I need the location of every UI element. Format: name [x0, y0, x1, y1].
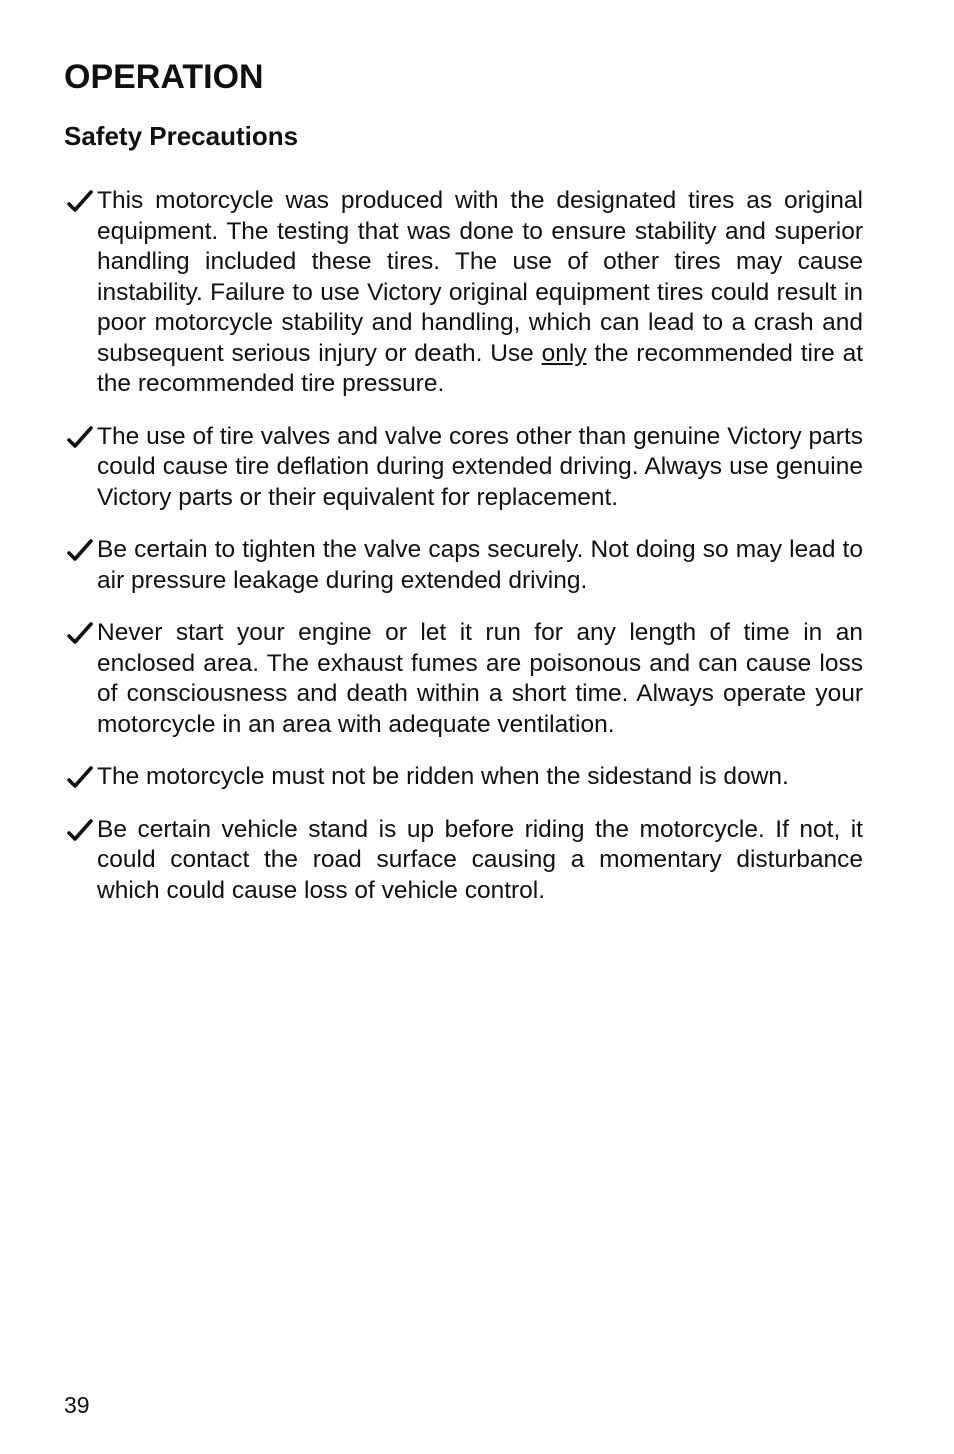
check-icon: [66, 189, 94, 215]
bullet-text: This motorcycle was produced with the designated tires as original equipment. The testing that was done to ensure stability and superior handling included these tires. The use of other tires may cause instability. Failure to use Victory original equipment tires could result in poor motorcycle stability and handling, which can lead to a crash and subsequent serious injury or death. Use: [97, 187, 863, 367]
section-title: Safety Precautions: [64, 121, 299, 151]
bullet-emphasis: only: [541, 339, 587, 367]
list-item: [66, 618, 863, 740]
bullet-text: Be certain to tighten the valve caps securely. Not doing so may lead to air pressure leakage during extended driving.: [97, 536, 863, 594]
bullet-text: The use of tire valves and valve cores other than genuine Victory parts could cause tire deflation during extended driving. Always use genuine Victory parts or their equivalent for replacement.: [97, 422, 863, 511]
bullet-text: the recommended tire at the recommended tire pressure.: [97, 339, 863, 397]
check-icon: [66, 818, 94, 844]
check-icon: [66, 765, 94, 791]
page-number: 39: [64, 1392, 90, 1418]
bullet-text: The motorcycle must not be ridden when the sidestand is down.: [97, 763, 789, 790]
check-icon: [66, 538, 94, 564]
list-item: [66, 762, 863, 793]
list-item: [66, 186, 863, 400]
list-item: [66, 815, 863, 907]
check-icon: [66, 425, 94, 451]
bullet-text: Be certain vehicle stand is up before riding the motorcycle. If not, it could contact the road surface causing a momentary disturbance which could cause loss of vehicle control.: [97, 815, 863, 904]
check-icon: [66, 621, 94, 647]
page-title: OPERATION: [64, 58, 264, 96]
bullet-text: Never start your engine or let it run for any length of time in an enclosed area. The exhaust fumes are poisonous and can cause loss of consciousness and death within a short time. Always operate your motorcycle in an area with adequate ventilation.: [97, 619, 863, 738]
safety-precautions-list: [66, 186, 863, 928]
list-item: [66, 422, 863, 514]
list-item: [66, 535, 863, 596]
